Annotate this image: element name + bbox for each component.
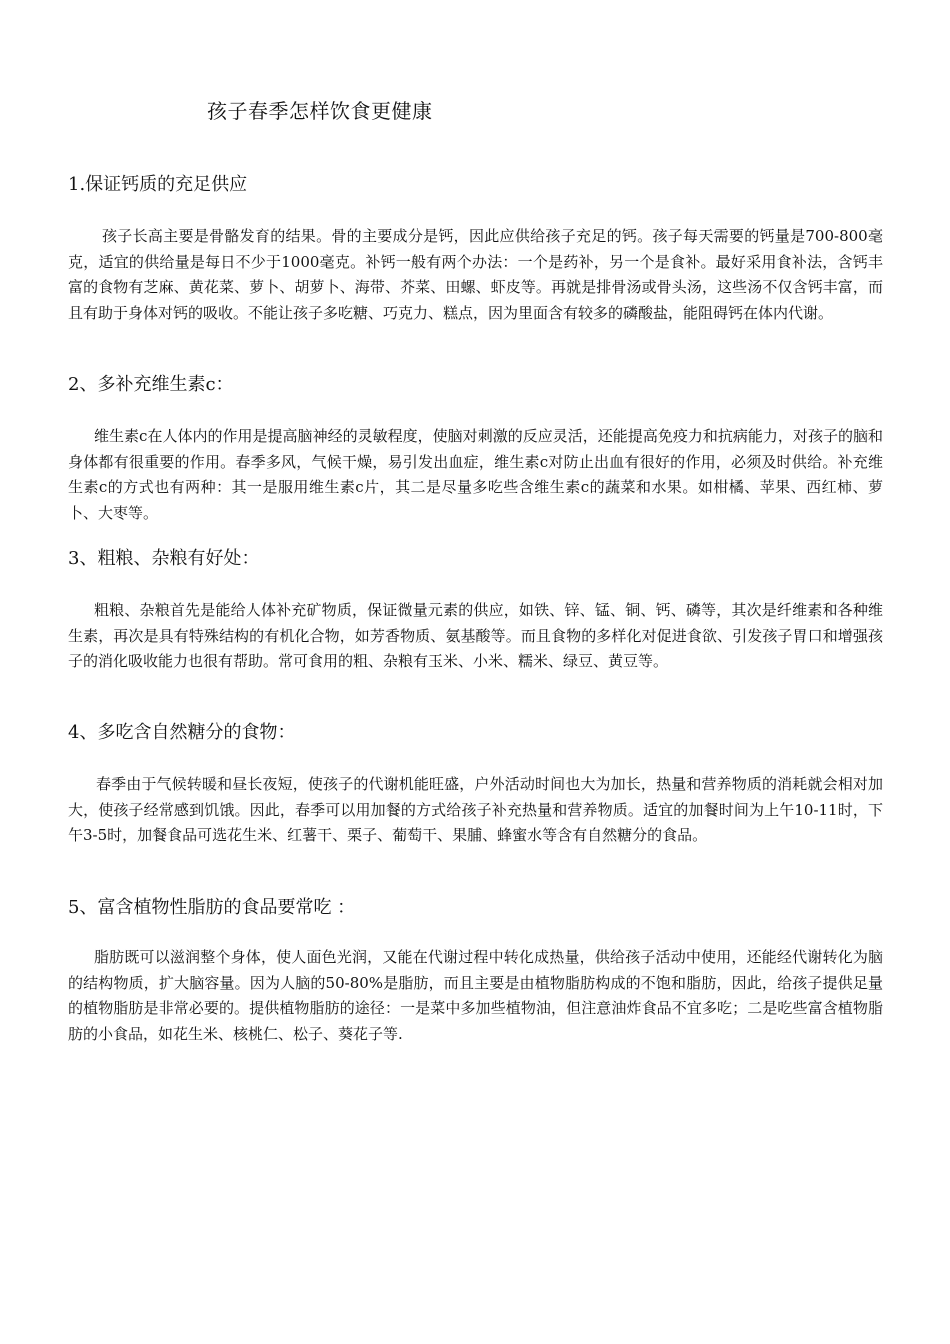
section-4-heading: 4、多吃含自然糖分的食物： [68,722,296,743]
section-4-body: 春季由于气候转暖和昼长夜短，使孩子的代谢机能旺盛，户外活动时间也大为加长，热量和营养物质的消耗就会相对加大，使孩子经常感到饥饿。因此，春季可以用加餐的方式给孩子补充热量和营养物质。适宜的加餐时间为上午10-11时，下午3-5时，加餐食品可选花生米、红薯干、栗子、葡萄干、果脯、蜂蜜水等含有自然糖分的食品。 [68,775,883,844]
section-1-heading: 1.保证钙质的充足供应 [68,174,248,195]
section-5-body: 脂肪既可以滋润整个身体，使人面色光润，又能在代谢过程中转化成热量，供给孩子活动中使用，还能经代谢转化为脑的结构物质，扩大脑容量。因为人脑的50-80%是脂肪，而且主要是由植物脂肪构成的不饱和脂肪，因此，给孩子提供足量的植物脂肪是非常必要的。提供植物脂肪的途径：一是菜中多加些植物油，但注意油炸食品不宜多吃；二是吃些富含植物脂肪的小食品，如花生米、核桃仁、松子、葵花子等. [68,948,883,1043]
document-title: 孩子春季怎样饮食更健康 [207,99,433,123]
section-5-heading: 5、富含植物性脂肪的食品要常吃 ： [68,897,356,918]
section-2-heading: 2、多补充维生素c： [68,374,234,395]
section-3-heading: 3、粗粮、杂粮有好处： [68,548,260,569]
section-1-body: 孩子长高主要是骨骼发育的结果。骨的主要成分是钙，因此应供给孩子充足的钙。孩子每天需要的钙量是700-800毫克，适宜的供给量是每日不少于1000毫克。补钙一般有两个办法：一个是药补，另一个是食补。最好采用食补法，含钙丰富的食物有芝麻、黄花菜、萝卜、胡萝卜、海带、芥菜、田螺、虾皮等。再就是排骨汤或骨头汤，这些汤不仅含钙丰富，而且有助于身体对钙的吸收。不能让孩子多吃糖、巧克力、糕点，因为里面含有较多的磷酸盐，能阻碍钙在体内代谢。 [68,227,883,322]
section-2-body: 维生素c在人体内的作用是提高脑神经的灵敏程度，使脑对刺激的反应灵活，还能提高免疫力和抗病能力，对孩子的脑和身体都有很重要的作用。春季多风，气候干燥，易引发出血症，维生素c对防止出血有很好的作用，必须及时供给。补充维生素c的方式也有两种：其一是服用维生素c片，其二是尽量多吃些含维生素c的蔬菜和水果。如柑橘、苹果、西红柿、萝卜、大枣等。 [68,427,883,522]
section-3-body: 粗粮、杂粮首先是能给人体补充矿物质，保证微量元素的供应，如铁、锌、锰、铜、钙、磷等，其次是纤维素和各种维生素，再次是具有特殊结构的有机化合物，如芳香物质、氨基酸等。而且食物的多样化对促进食欲、引发孩子胃口和增强孩子的消化吸收能力也很有帮助。常可食用的粗、杂粮有玉米、小米、糯米、绿豆、黄豆等。 [68,601,883,670]
